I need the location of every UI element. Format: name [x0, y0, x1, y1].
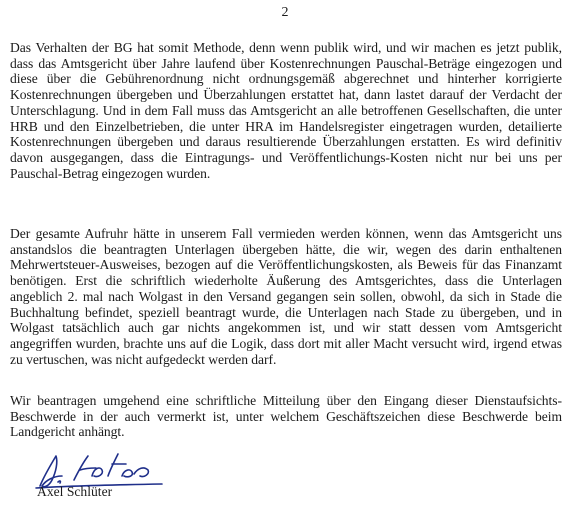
page-number: 2	[281, 5, 289, 20]
paragraph-1: Das Verhalten der BG hat somit Methode, denn wenn publik wird, und wir machen es jetzt publik, dass das Amtsgericht über Jahre laufend über Kostenrechnungen Pauschal-Beträge eingezogen und diese über die Gebührenordnung nicht ordnungsgemäß abgerechnet und hinterher korrigierte Kostenrechnungen übergeben und Überzahlungen erstattet hat, dann lastet darauf der Verdacht der Unterschlagung. Und in dem Fall muss das Amtsgericht an alle betroffenen Gesellschaften, die unter HRB und den Einzelbetrieben, die unter HRA im Handelsregister eingetragen wurden, detailierte Kostenrechnungen übergeben und daraus resultierende Überzahlungen erstatten. Es wird definitiv davon ausgegangen, dass die Eintragungs- und Veröffentlichungs-Kosten nicht nur bei uns per Pauschal-Betrag eingezogen wurden.	[10, 40, 562, 181]
paragraph-2: Der gesamte Aufruhr hätte in unserem Fall vermieden werden können, wenn das Amtsgericht uns anstandslos die beantragten Unterlagen übergeben hätte, die wir, wegen des darin enthaltenen Mehrwertsteuer-Ausweises, bezogen auf die Veröffentlichungskosten, als Beweis für das Finanzamt benötigen. Erst die schriftlich wiederholte Äußerung des Amtsgerichtes, dass die Unterlagen angeblich 2. mal nach Wolgast in den Versand gegangen sein sollen, obwohl, da sich in Stade die Buchhaltung befindet, speziell beantragt wurde, die Unterlagen nach Stade zu übergeben, und in Wolgast tatsächlich auch gar nichts angekommen ist, und wir statt dessen vom Amtsgericht angegriffen wurden, brachte uns auf die Logik, dass dort mit aller Macht versucht wird, irgend etwas zu vertuschen, was nicht aufgedeckt werden darf.	[10, 226, 562, 367]
paragraph-3: Wir beantragen umgehend eine schriftliche Mitteilung über den Eingang dieser Dienstaufsichts-Beschwerde in der auch vermerkt ist, unter welchem Geschäftszeichen diese Beschwerde beim Landgericht anhängt.	[10, 393, 562, 440]
signer-name: Axel Schlüter	[37, 484, 113, 499]
